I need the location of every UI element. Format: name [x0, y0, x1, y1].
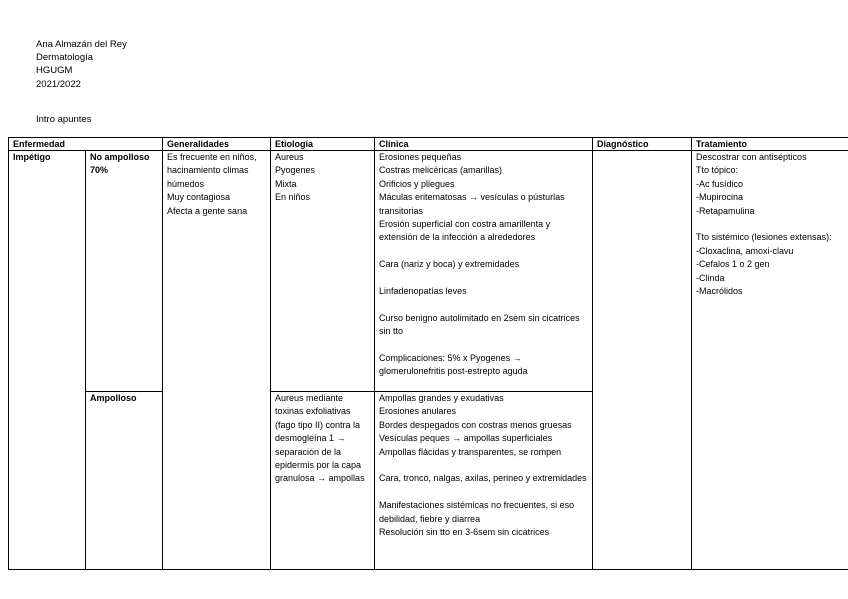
table-header-row — [9, 138, 848, 151]
subtype-cell — [86, 151, 163, 392]
tratamiento-item: -Retapamulina — [696, 205, 755, 216]
clinica-item: Ampollas grandes y exudativas — [379, 393, 504, 403]
clinica-item: Cara, tronco, nalgas, axilas, perineo y extremidades — [379, 473, 587, 484]
clinica-item: Orificios y pliegues — [379, 178, 455, 189]
document-header — [36, 38, 127, 91]
etiologia-item: Mixta — [275, 178, 297, 189]
clinica-item: Erosiones anulares — [379, 406, 457, 417]
tratamiento-item: Tto tópico: — [696, 165, 739, 176]
etiologia-item: En niños — [275, 192, 311, 203]
hospital: HGUGM — [36, 65, 73, 77]
col-etiologia: Etiología — [271, 138, 375, 151]
etiologia-cell — [271, 151, 375, 392]
tratamiento-item: -Macrólidos — [696, 286, 743, 297]
clinica-item: Manifestaciones sistémicas no frecuentes, si eso debilidad, fiebre y diarrea — [379, 500, 575, 524]
col-generalidades: Generalidades — [163, 138, 271, 151]
clinica-item: Curso benigno autolimitado en 2sem sin cicatrices sin tto — [379, 312, 580, 337]
clinica-item: Linfadenopatías leves — [379, 286, 467, 297]
disease-name: Impétigo — [9, 151, 86, 570]
spacer — [379, 245, 588, 258]
clinica-item: Costras melicéricas (amarillas) — [379, 165, 503, 176]
diagnostico-cell — [593, 151, 692, 570]
tratamiento-cell — [692, 151, 848, 570]
spacer — [379, 298, 588, 311]
tratamiento-item: -Clinda — [696, 272, 725, 283]
tratamiento-item: Tto sistémico (lesiones extensas): — [696, 232, 832, 243]
subtype-cell — [86, 392, 163, 570]
clinica-item: Erosión superficial con costra amarillenta y extensión de la infección a alrededores — [379, 219, 551, 243]
clinica-cell — [375, 392, 593, 570]
clinica-cell — [375, 151, 593, 392]
col-clinica: Clínica — [375, 138, 593, 151]
spacer — [379, 339, 588, 352]
clinica-item: Vesículas peques → ampollas superficiales — [379, 433, 553, 444]
generalidad-item: Muy contagiosa — [167, 192, 231, 203]
etiologia-item: Aureus — [275, 152, 304, 162]
generalidades-cell — [163, 151, 271, 570]
col-diagnostico: Diagnóstico — [593, 138, 692, 151]
etiologia-item: Aureus mediante toxinas exfoliativas (fago tipo II) contra la desmogleína 1 → separación de la epidermis por la capa granulosa → ampollas — [275, 393, 365, 484]
subject: Dermatología — [36, 52, 94, 64]
clinica-item: Cara (nariz y boca) y extremidades — [379, 259, 520, 270]
spacer — [379, 459, 588, 472]
clinica-item: Complicaciones: 5% x Pyogenes → glomerulonefritis post-estrepto aguda — [379, 353, 528, 377]
etiologia-cell — [271, 392, 375, 570]
tratamiento-item: -Ac fusídico — [696, 178, 744, 189]
clinica-item: Bordes despegados con costras menos gruesas — [379, 419, 572, 430]
author-name: Ana Almazán del Rey — [36, 39, 127, 50]
col-tratamiento: Tratamiento — [692, 138, 848, 151]
spacer — [379, 486, 588, 499]
clinica-item: Ampollas flácidas y transparentes, se rompen — [379, 446, 562, 457]
subtype-label: No ampolloso 70% — [90, 152, 150, 176]
tratamiento-item: -Cefalos 1 o 2 gen — [696, 259, 770, 270]
spacer — [696, 218, 844, 231]
intro-label: Intro apuntes — [36, 114, 92, 125]
disease-table — [8, 137, 848, 570]
clinica-item: Máculas eritematosas → vesículas o pústurlas transitorias — [379, 192, 565, 216]
subtype-label: Ampolloso — [90, 393, 137, 403]
tratamiento-item: -Mupirocina — [696, 192, 744, 203]
generalidad-item: Es frecuente en niños, hacinamiento climas húmedos — [167, 152, 257, 189]
generalidad-item: Afecta a gente sana — [167, 205, 248, 216]
clinica-item: Erosiones pequeñas — [379, 152, 462, 162]
spacer — [379, 272, 588, 285]
table-row — [9, 151, 848, 392]
clinica-item: Resolución sin tto en 3-6sem sin cicatrices — [379, 527, 550, 538]
etiologia-item: Pyogenes — [275, 165, 316, 176]
tratamiento-item: -Cloxaclina, amoxi-clavu — [696, 245, 794, 256]
tratamiento-item: Descostrar con antisépticos — [696, 152, 807, 162]
academic-year: 2021/2022 — [36, 78, 81, 90]
col-enfermedad: Enfermedad — [9, 138, 163, 151]
